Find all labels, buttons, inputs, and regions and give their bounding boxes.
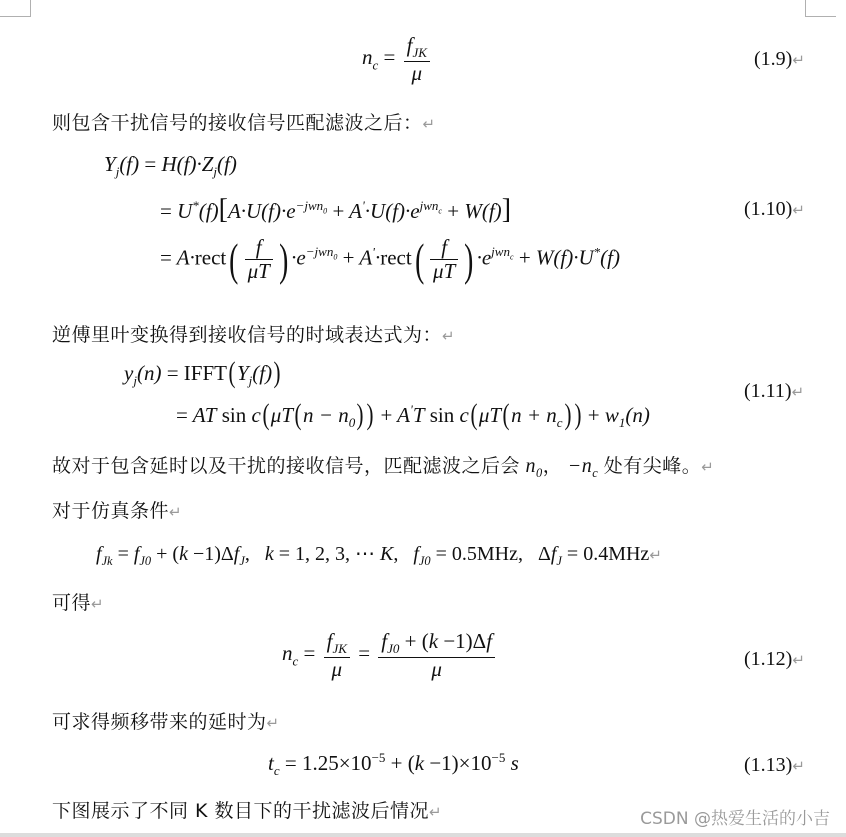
equation-number-1-13: (1.13)↵ <box>744 754 805 776</box>
equation-1-11-line-1: $y_j(n)$ = $IFFT(Y_j(f))$ <box>124 356 281 389</box>
equation-number-1-10: (1.10)↵ <box>744 198 805 220</box>
equation-1-9: $n_c$ = $\frac{f_{JK}}{\mu}$ <box>362 34 433 85</box>
equation-number-1-9: (1.9)↵ <box>754 48 805 70</box>
equation-1-11-line-2: = AT $\sin c(\mu T(n - n_0)$ ) + A'T $\sin c(\mu T(n + n_c)$ ) + $w_1(n)$ <box>176 398 650 431</box>
equation-number-1-11: (1.11)↵ <box>744 380 805 402</box>
equation-1-12: $n_c$ = $\frac{f_{JK}}{\mu}$ = $\frac{f_{J0} + (k -1)\Delta f}{\mu}$ <box>282 630 498 681</box>
page-bottom-edge <box>0 833 846 837</box>
equation-1-10-line-2: = $U^*(f)[A\cdot U(f)\cdot e^{-jwn_0} + A'\cdot U(f)\cdot e^{jwn_c} + W(f)]$ <box>160 194 512 225</box>
equation-1-13: $t_c = 1.25\times 10^{-5} + (k -1)\times 10^{-5}$ s <box>268 750 519 779</box>
equation-1-10-line-3: = A·rect( $\frac{f}{\mu T}$ ) $\cdot e^{-jwn_0}$ + A'·rect( $\frac{f}{\mu T}$ ) $\cdot e^{jwn_c} + W(f)\cdot U^*(f)$ <box>160 233 620 285</box>
csdn-watermark: CSDN @热爱生活的小吉 <box>640 809 830 829</box>
equation-1-10-line-1: $Y_j(f) = H(f)\cdot Z_j(f)$ <box>104 152 237 180</box>
crop-mark-top-right <box>805 0 836 17</box>
equation-number-1-12: (1.12)↵ <box>744 648 805 670</box>
text-after-interference: 则包含干扰信号的接收信号匹配滤波之后：↵ <box>52 112 436 134</box>
equation-sim-conditions: $f_{Jk} = f_{J0} + (k -1)\Delta f_J$, k = 1, 2, 3, ⋯ K, $f_{J0} = 0.5MHz$, $\Delta f_J$ = 0.4MHz↵ <box>96 543 662 568</box>
crop-mark-top-left <box>0 0 31 17</box>
text-sim-conditions: 对于仿真条件↵ <box>52 500 183 522</box>
text-ifft: 逆傅里叶变换得到接收信号的时域表达式为：↵ <box>52 324 456 346</box>
text-peaks: 故对于包含延时以及干扰的接收信号，匹配滤波之后会 $n_0$， $-n_c$ 处有尖峰。↵ <box>52 455 715 480</box>
text-delay: 可求得频移带来的延时为↵ <box>52 711 280 733</box>
text-figure-caption: 下图展示了不同 K 数目下的干扰滤波后情况↵ <box>52 800 443 822</box>
text-available: 可得↵ <box>52 592 105 614</box>
